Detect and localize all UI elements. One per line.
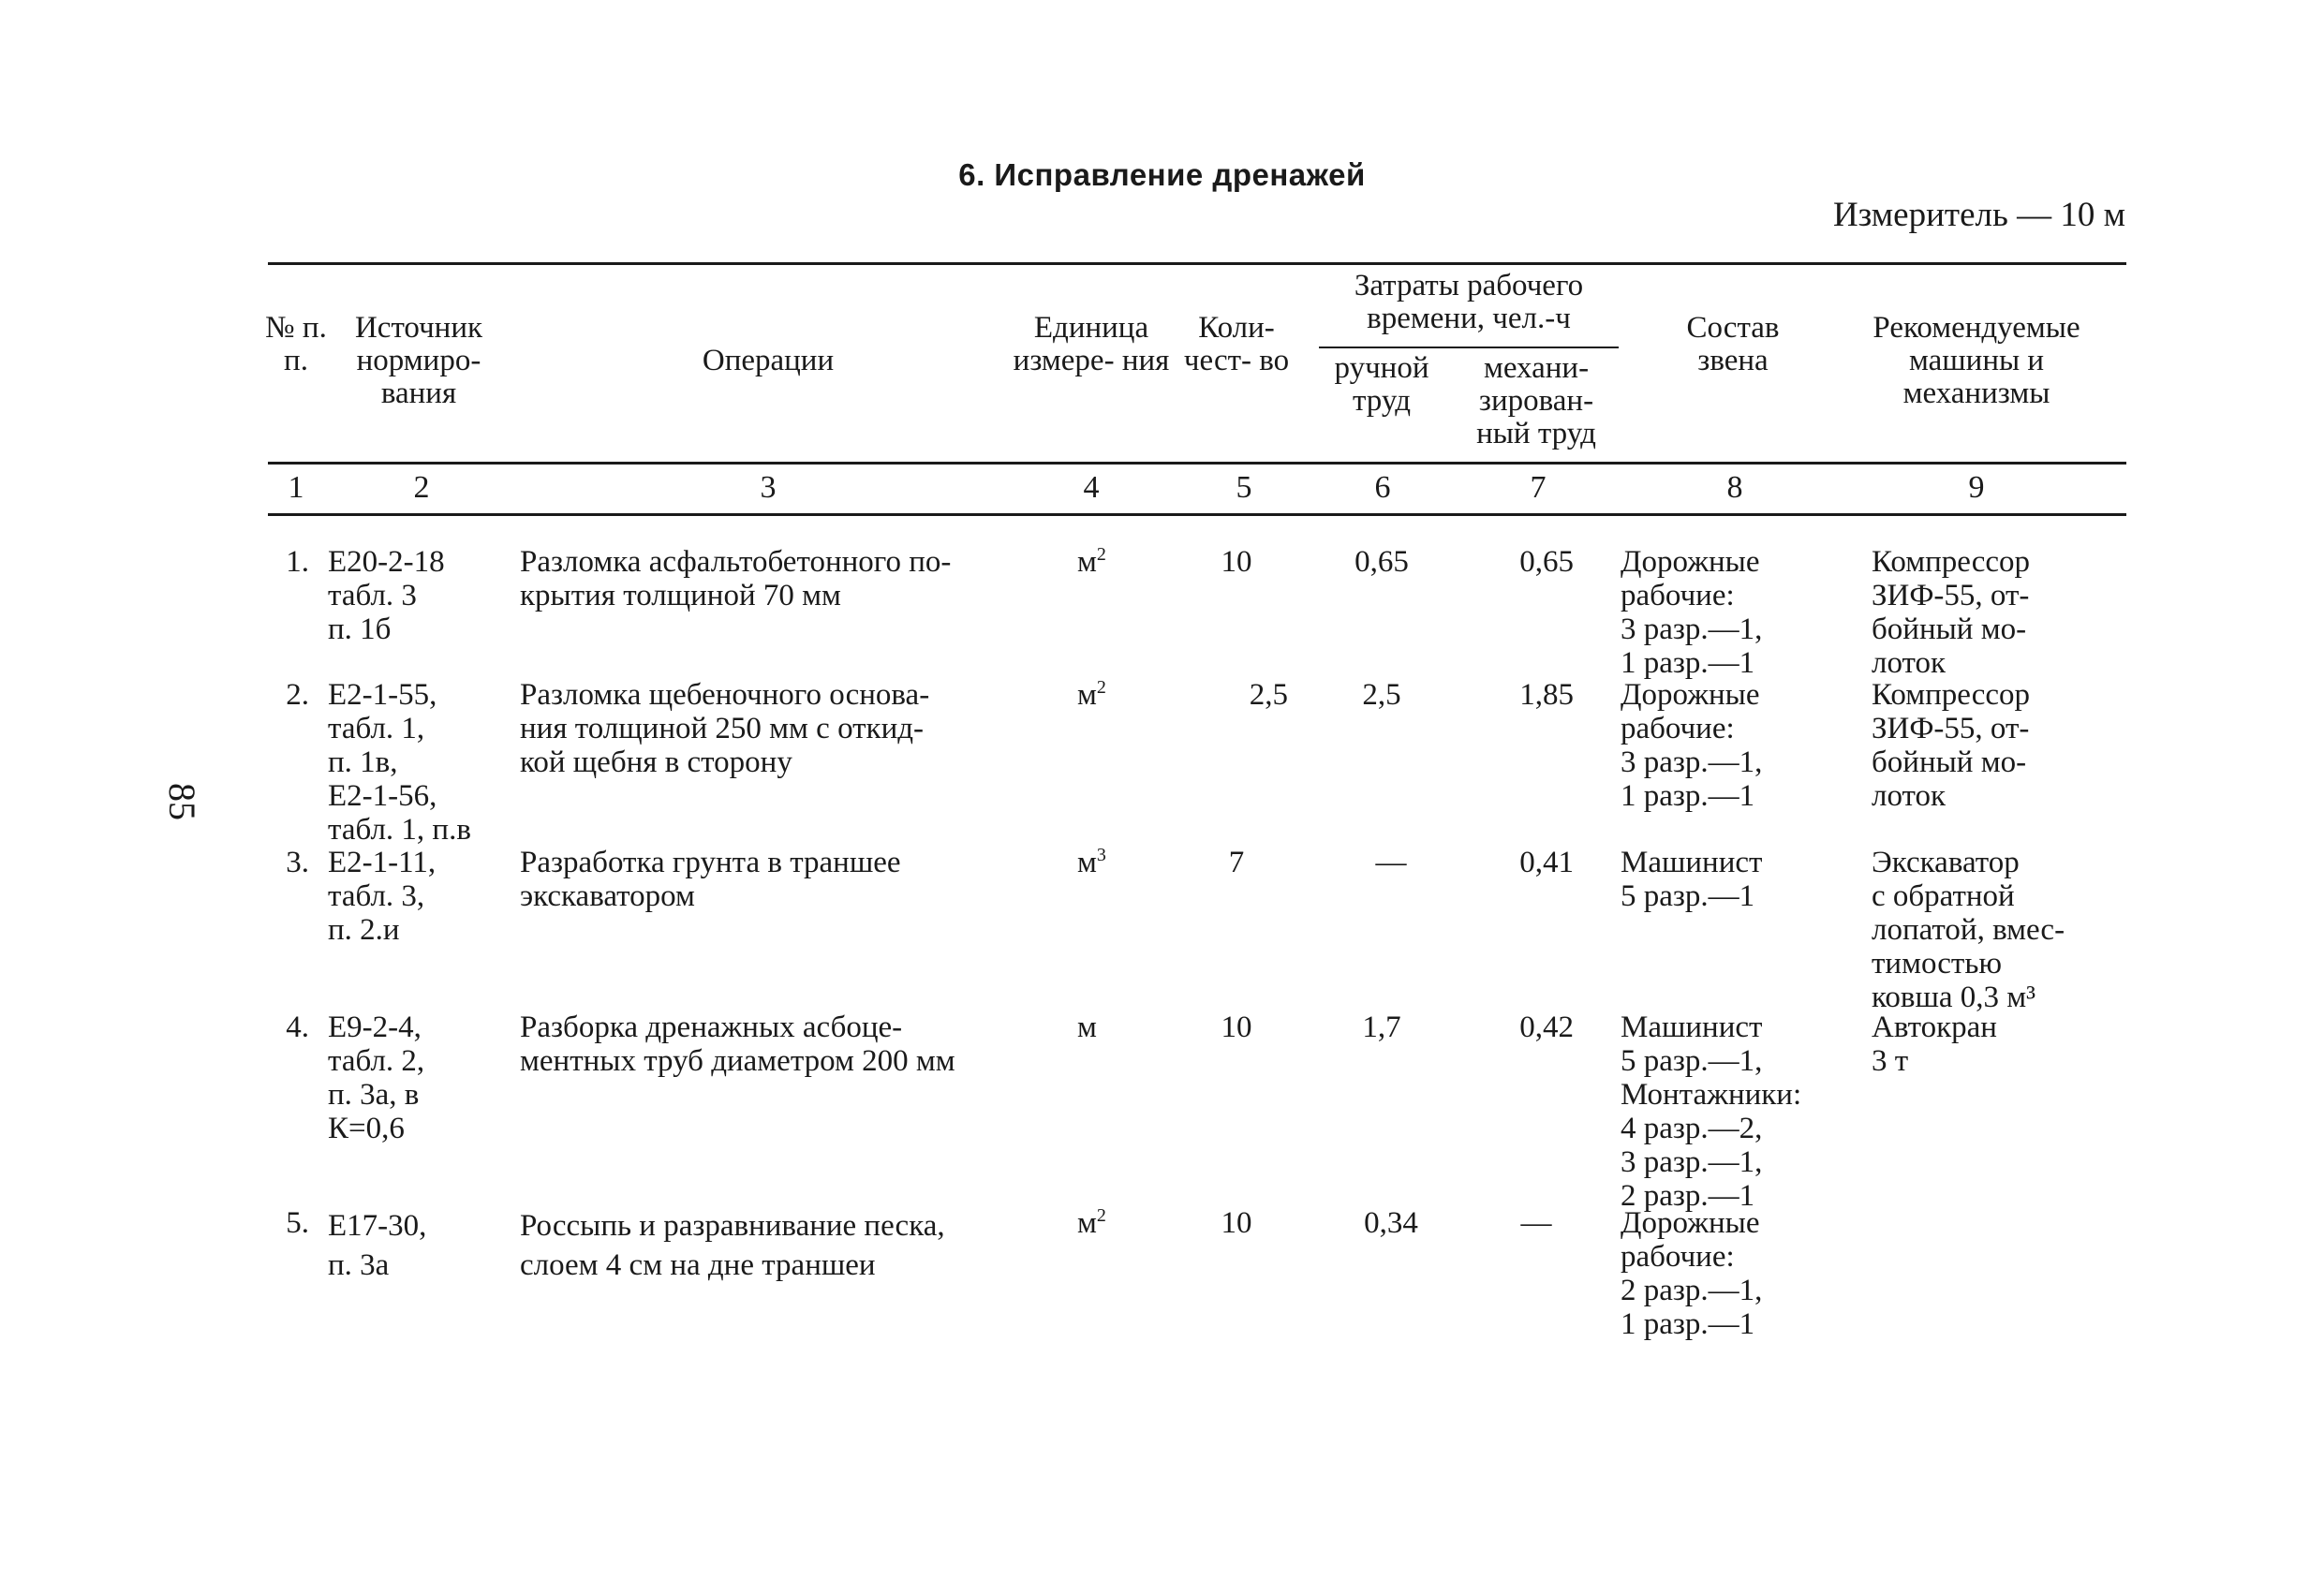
colnum-4: 4 (1083, 470, 1100, 505)
row-1-operation: Разломка асфальтобетонного по- крытия толщиной 70 мм (520, 545, 952, 612)
row-2-unit-text: м (1077, 678, 1097, 712)
table-top-rule (268, 262, 2126, 265)
colnum-6: 6 (1374, 470, 1391, 505)
row-1-unit (1077, 545, 1133, 579)
row-3-quantity: 7 (1228, 846, 1245, 879)
row-1-number: 1. (286, 545, 309, 579)
row-5-unit-text: м (1077, 1206, 1097, 1240)
row-3-unit-text: м (1077, 846, 1097, 879)
row-4-manual: 1,7 (1362, 1010, 1401, 1044)
row-2-number: 2. (286, 678, 309, 712)
row-2-unit (1077, 678, 1133, 712)
row-4-number: 4. (286, 1010, 309, 1044)
header-col-quantity: Коли- чест- во (1183, 311, 1290, 377)
row-5-manual: 0,34 (1364, 1206, 1418, 1240)
row-3-mechanized: 0,41 (1519, 846, 1574, 879)
row-3-crew: Машинист 5 разр.—1 (1621, 846, 1763, 913)
row-2-quantity: 2,5 (1249, 678, 1288, 712)
row-2-machines: Компрессор ЗИФ-55, от- бойный мо- лоток (1872, 678, 2031, 813)
colnum-5: 5 (1236, 470, 1252, 505)
header-col-source: Источник нормиро- вания (354, 311, 483, 410)
row-1-machines: Компрессор ЗИФ-55, от- бойный мо- лоток (1872, 545, 2031, 680)
row-3-manual: — (1375, 846, 1407, 879)
row-2-crew: Дорожные рабочие: 3 разр.—1, 1 разр.—1 (1621, 678, 1763, 813)
row-2-unit-exponent: 2 (1096, 677, 1106, 698)
row-4-machines: Автокран 3 т (1872, 1010, 1997, 1078)
header-col-number: № п. п. (265, 311, 327, 377)
row-3-unit-exponent: 3 (1096, 845, 1106, 865)
row-2-source: Е2-1-55, табл. 1, п. 1в, Е2-1-56, табл. 1, п.в (328, 678, 471, 847)
row-4-crew: Машинист 5 разр.—1, Монтажники: 4 разр.—2, 3 разр.—1, 2 разр.—1 (1621, 1010, 1802, 1213)
row-2-manual: 2,5 (1362, 678, 1401, 712)
row-4-mechanized: 0,42 (1519, 1010, 1574, 1044)
row-5-unit (1077, 1206, 1133, 1240)
row-4-unit-text: м (1077, 1010, 1097, 1044)
row-5-unit-exponent: 2 (1096, 1205, 1106, 1226)
header-col-crew: Состав звена (1686, 311, 1780, 377)
row-1-mechanized: 0,65 (1519, 545, 1574, 579)
header-col-mechanized: механи- зирован- ный труд (1476, 351, 1596, 450)
colnum-3: 3 (760, 470, 777, 505)
row-2-operation: Разломка щебеночного основа- ния толщиной 250 мм с откид- кой щебня в сторону (520, 678, 930, 779)
colnum-8: 8 (1726, 470, 1743, 505)
row-3-operation: Разработка грунта в траншее экскаватором (520, 846, 901, 913)
row-4-unit (1077, 1010, 1133, 1044)
row-4-operation: Разборка дренажных асбоце- ментных труб диаметром 200 мм (520, 1010, 955, 1078)
colnum-9: 9 (1968, 470, 1985, 505)
row-4-source: Е9-2-4, табл. 2, п. 3а, в К=0,6 (328, 1010, 425, 1145)
header-bottom-rule (268, 462, 2126, 465)
row-5-operation: Россыпь и разравнивание песка, слоем 4 см на дне траншеи (520, 1209, 945, 1282)
row-2-mechanized: 1,85 (1519, 678, 1574, 712)
table-title: 6. Исправление дренажей (958, 157, 1366, 192)
column-numbers-rule (268, 513, 2126, 516)
row-5-quantity: 10 (1221, 1206, 1252, 1240)
row-1-quantity: 10 (1221, 545, 1252, 579)
row-1-unit-text: м (1077, 545, 1097, 579)
row-1-crew: Дорожные рабочие: 3 разр.—1, 1 разр.—1 (1621, 545, 1763, 680)
row-5-mechanized: — (1520, 1206, 1552, 1240)
colnum-2: 2 (413, 470, 430, 505)
header-group-rule (1319, 347, 1619, 348)
row-3-unit (1077, 846, 1133, 879)
row-3-machines: Экскаватор с обратной лопатой, вмес- тимостью ковша 0,3 м³ (1872, 846, 2065, 1014)
page-number: 85 (161, 783, 203, 820)
row-1-source: Е20-2-18 табл. 3 п. 1б (328, 545, 445, 646)
unit-of-measure-note: Измеритель — 10 м (1832, 196, 2125, 234)
row-1-unit-exponent: 2 (1096, 544, 1106, 565)
row-1-manual: 0,65 (1354, 545, 1409, 579)
header-col-operations: Операции (702, 344, 835, 377)
row-4-quantity: 10 (1221, 1010, 1252, 1044)
colnum-7: 7 (1530, 470, 1547, 505)
row-5-crew: Дорожные рабочие: 2 разр.—1, 1 разр.—1 (1621, 1206, 1763, 1341)
row-5-source: Е17-30, п. 3а (328, 1209, 427, 1282)
header-col-manual: ручной труд (1334, 351, 1429, 418)
colnum-1: 1 (288, 470, 304, 505)
row-3-source: Е2-1-11, табл. 3, п. 2.и (328, 846, 437, 947)
header-labor-group: Затраты рабочего времени, чел.-ч (1354, 269, 1584, 335)
header-col-unit: Единица измере- ния (1013, 311, 1170, 377)
row-5-number: 5. (286, 1206, 309, 1240)
header-col-machines: Рекомендуемые машины и механизмы (1873, 311, 2080, 410)
row-3-number: 3. (286, 846, 309, 879)
